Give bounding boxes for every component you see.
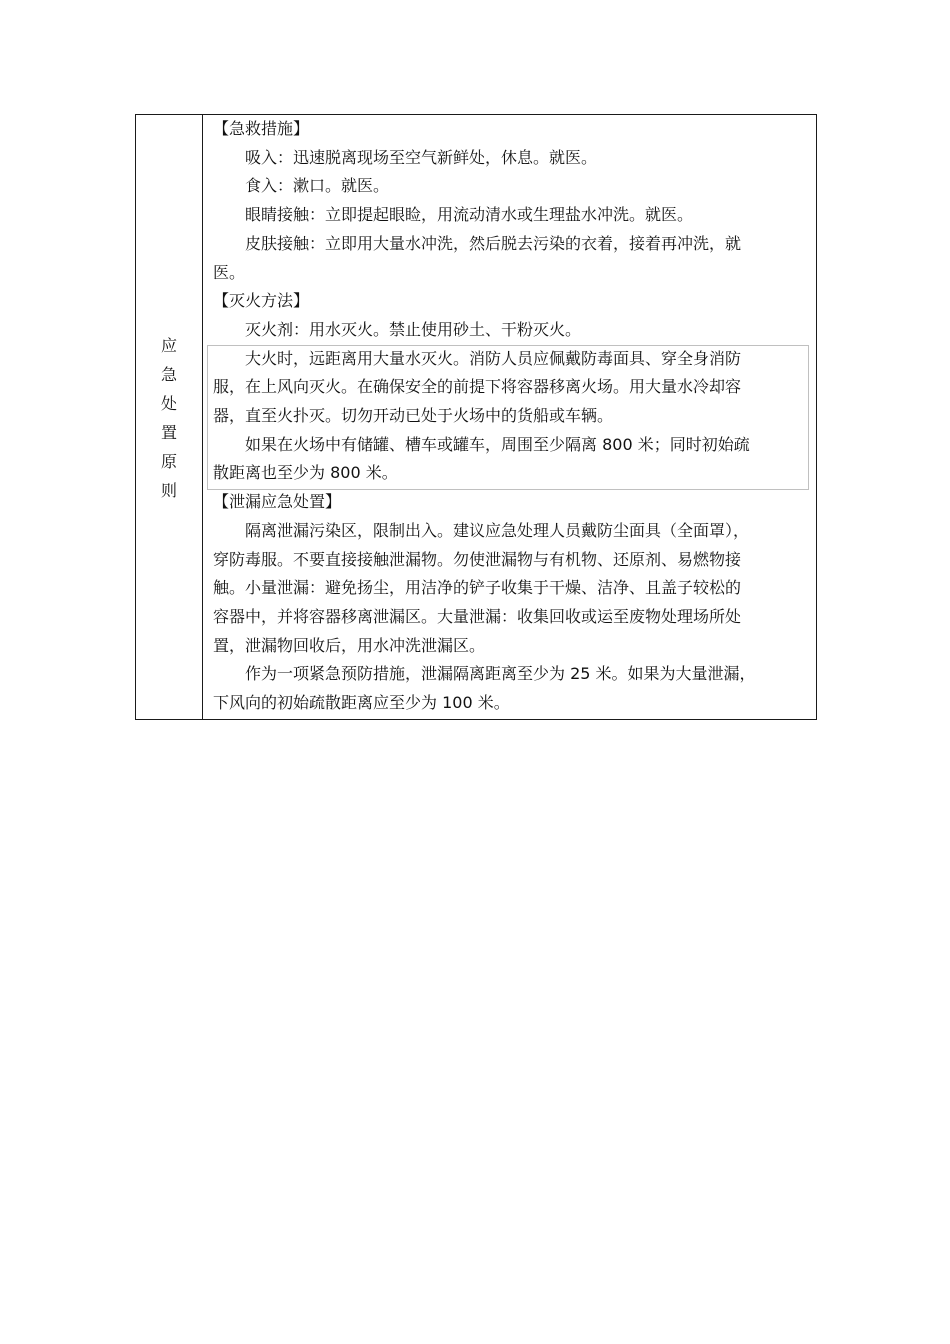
emergency-table <box>135 114 817 720</box>
skin-contact-text-cont: 医。 <box>213 262 246 282</box>
spill-distance-text: 作为一项紧急预防措施，泄漏隔离距离至少为 25 米。如果为大量泄漏， <box>245 664 756 684</box>
large-fire-text: 大火时，远距离用大量水灭火。消防人员应佩戴防毒面具、穿全身消防 <box>245 348 742 368</box>
content-cell <box>203 115 816 719</box>
section-label <box>136 331 202 505</box>
section-label-char: 处 <box>160 394 177 413</box>
tank-fire-text: 如果在火场中有储罐、槽车或罐车，周围至少隔离 800 米；同时初始疏 <box>245 434 750 454</box>
spill-distance-text-cont: 下风向的初始疏散距离应至少为 100 米。 <box>213 693 510 713</box>
spill-response-heading: 【泄漏应急处置】 <box>213 492 342 512</box>
skin-contact-text: 皮肤接触：立即用大量水冲洗，然后脱去污染的衣着，接着再冲洗，就 <box>245 233 742 253</box>
section-label-char: 应 <box>160 336 177 355</box>
spill-isolation-text-cont: 容器中，并将容器移离泄漏区。大量泄漏：收集回收或运至废物处理场所处 <box>213 606 742 626</box>
fire-fighting-heading: 【灭火方法】 <box>213 291 310 311</box>
section-label-char: 置 <box>160 423 177 442</box>
spill-isolation-text-cont: 触。小量泄漏：避免扬尘，用洁净的铲子收集于干燥、洁净、且盖子较松的 <box>213 578 742 598</box>
spill-isolation-text-cont: 穿防毒服。不要直接接触泄漏物。勿使泄漏物与有机物、还原剂、易燃物接 <box>213 549 742 569</box>
section-label-cell <box>136 115 203 719</box>
inhalation-text: 吸入：迅速脱离现场至空气新鲜处，休息。就医。 <box>245 147 598 167</box>
extinguishing-agent-text: 灭火剂：用水灭火。禁止使用砂土、干粉灭火。 <box>245 319 582 339</box>
large-fire-text-cont: 器，直至火扑灭。切勿开动已处于火场中的货船或车辆。 <box>213 406 614 426</box>
section-label-char: 急 <box>160 365 177 384</box>
section-label-char: 则 <box>160 481 177 500</box>
ingestion-text: 食入：漱口。就医。 <box>245 176 390 196</box>
section-label-char: 原 <box>160 452 177 471</box>
spill-isolation-text: 隔离泄漏污染区，限制出入。建议应急处理人员戴防尘面具（全面罩）， <box>245 520 750 540</box>
large-fire-text-cont: 服，在上风向灭火。在确保安全的前提下将容器移离火场。用大量水冷却容 <box>213 377 742 397</box>
tank-fire-text-cont: 散距离也至少为 800 米。 <box>213 463 398 483</box>
spill-isolation-text-cont: 置，泄漏物回收后，用水冲洗泄漏区。 <box>213 635 486 655</box>
eye-contact-text: 眼睛接触：立即提起眼睑，用流动清水或生理盐水冲洗。就医。 <box>245 205 694 225</box>
first-aid-heading: 【急救措施】 <box>213 119 310 138</box>
